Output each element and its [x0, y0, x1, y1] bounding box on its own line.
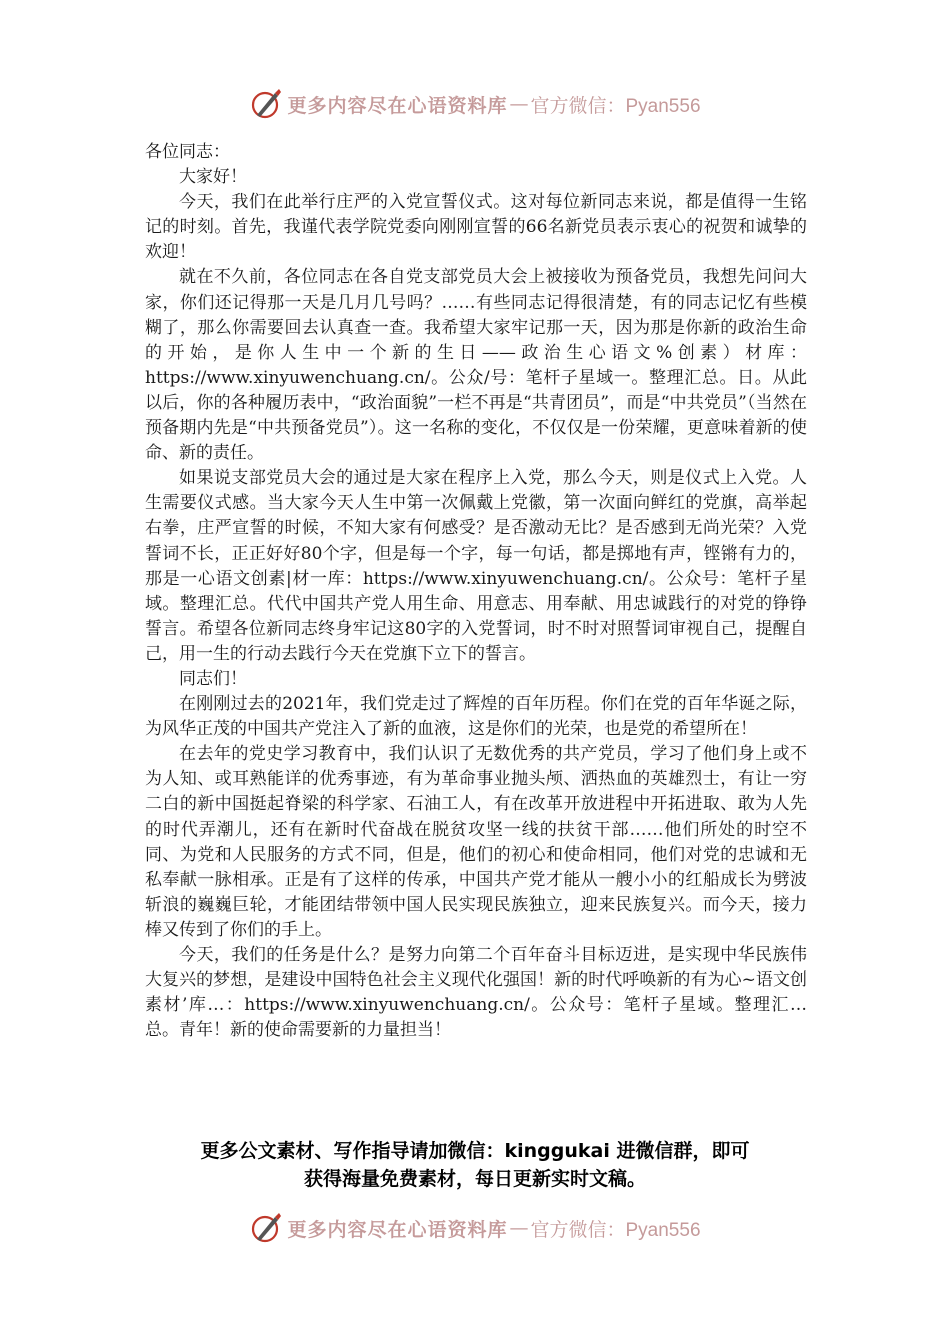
document-body	[145, 140, 807, 1043]
banner-separator: —	[509, 93, 529, 115]
promo-line-2: 获得海量免费素材，每日更新实时文稿。	[303, 1168, 646, 1190]
paragraph: 就在不久前，各位同志在各自党支部党员大会上被接收为预备党员，我想先问问大家，你们还记得那一天是几月几号吗？……有些同志记得很清楚，有的同志记忆有些模糊了，那么你需要回去认真查一查。我希望大家牢记那一天，因为那是你新的政治生命的开始，是你人生中一个新的生日——政治生心语文%创素）材库：https://www.xinyuwenchuang.cn/。公众/号：笔杆子星域一。整理汇总。日。从此以后，你的各种履历表中，“政治面貌”一栏不再是“共青团员”，而是“中共党员”（当然在预备期内先是“中共预备党员”）。这一名称的变化，不仅仅是一份荣耀，更意味着新的使命、新的责任。	[145, 267, 807, 464]
banner-text: 更多内容尽在心语资料库	[287, 1218, 508, 1241]
banner-wechat: 官方微信：Pyan556	[530, 1219, 701, 1241]
paragraph: 今天，我们在此举行庄严的入党宣誓仪式。这对每位新同志来说，都是值得一生铭记的时刻。首先，我谨代表学院党委向刚刚宣誓的66名新党员表示衷心的祝贺和诚挚的欢迎！	[145, 192, 807, 263]
promo-notice	[140, 1137, 810, 1193]
banner-wechat: 官方微信：Pyan556	[530, 95, 701, 117]
pen-circle-icon	[249, 1211, 283, 1245]
pen-circle-icon	[249, 87, 283, 121]
salutation: 各位同志：	[145, 142, 230, 162]
greeting: 同志们！	[179, 668, 247, 689]
promo-line-1: 更多公文素材、写作指导请加微信：kinggukai 进微信群，即可	[200, 1140, 750, 1162]
banner-text: 更多内容尽在心语资料库	[287, 94, 508, 117]
paragraph: 今天，我们的任务是什么？是努力向第二个百年奋斗目标迈进，是实现中华民族伟大复兴的梦想，是建设中国特色社会主义现代化强国！新的时代呼唤新的有为心~语文创素材’库…：https://www.xinyuwenchuang.cn/。公众号：笔杆子星域。整理汇…总。青年！新的使命需要新的力量担当！	[145, 945, 807, 1041]
header-banner	[0, 82, 950, 126]
paragraph: 在去年的党史学习教育中，我们认识了无数优秀的共产党员，学习了他们身上或不为人知、或耳熟能详的优秀事迹，有为革命事业抛头颅、洒热血的英雄烈士，有让一穷二白的新中国挺起脊梁的科学家、石油工人，有在改革开放进程中开拓进取、敢为人先的时代弄潮儿，还有在新时代奋战在脱贫攻坚一线的扶贫干部……他们所处的时空不同、为党和人民服务的方式不同，但是，他们的初心和使命相同，他们对党的忠诚和无私奉献一脉相承。正是有了这样的传承，中国共产党才能从一艘小小的红船成长为劈波斩浪的巍巍巨轮，才能团结带领中国人民实现民族独立，迎来民族复兴。而今天，接力棒又传到了你们的手上。	[145, 744, 807, 940]
banner-separator: —	[509, 1217, 529, 1239]
greeting: 大家好！	[179, 167, 247, 188]
footer-banner	[0, 1206, 950, 1250]
paragraph: 在刚刚过去的2021年，我们党走过了辉煌的百年历程。你们在党的百年华诞之际，为风华正茂的中国共产党注入了新的血液，这是你们的光荣，也是党的希望所在！	[145, 694, 807, 740]
paragraph: 如果说支部党员大会的通过是大家在程序上入党，那么今天，则是仪式上入党。人生需要仪式感。当大家今天人生中第一次佩戴上党徽，第一次面向鲜红的党旗，高举起右拳，庄严宣誓的时候，不知大家有何感受？是否激动无比？是否感到无尚光荣？入党誓词不长，正正好好80个字，但是每一个字，每一句话，都是掷地有声，铿锵有力的，那是一心语文创素|材一库：https://www.xinyuwenchuang.cn/。公众号：笔杆子星域。整理汇总。代代中国共产党人用生命、用意志、用奉献、用忠诚践行的对党的铮铮誓言。希望各位新同志终身牢记这80字的入党誓词，时不时对照誓词审视自己，提醒自己，用一生的行动去践行今天在党旗下立下的誓言。	[145, 468, 807, 664]
